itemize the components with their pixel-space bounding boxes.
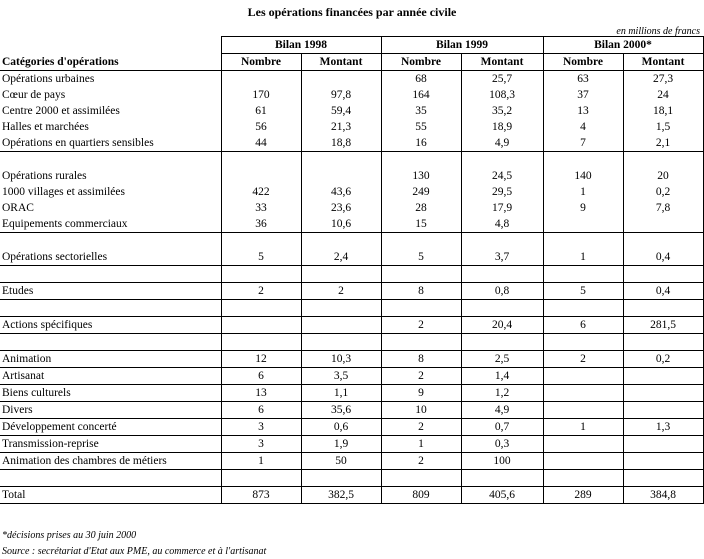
cell-nombre: 35: [381, 103, 461, 119]
cell-montant: [623, 453, 703, 470]
cell-nombre: [543, 334, 623, 351]
cell-nombre: 8: [381, 351, 461, 368]
row-label: Développement concerté: [0, 419, 221, 436]
cell-nombre: 873: [221, 487, 301, 504]
cell-nombre: 4: [543, 119, 623, 135]
table-row: [0, 152, 703, 169]
cell-montant: [301, 300, 381, 317]
row-label: Artisanat: [0, 368, 221, 385]
table-row: [0, 168, 703, 184]
header-row-periods: [0, 37, 703, 54]
cell-montant: 4,8: [461, 216, 543, 233]
cell-nombre: 2: [381, 453, 461, 470]
cell-montant: 0,7: [461, 419, 543, 436]
cell-montant: [461, 300, 543, 317]
cell-nombre: 170: [221, 87, 301, 103]
table-row: [0, 283, 703, 300]
row-label: Etudes: [0, 283, 221, 300]
cell-nombre: 249: [381, 184, 461, 200]
cell-montant: [623, 300, 703, 317]
unit-note: en millions de francs: [616, 26, 700, 37]
cell-nombre: [543, 470, 623, 487]
cell-nombre: 10: [381, 402, 461, 419]
cell-nombre: 3: [221, 419, 301, 436]
cell-nombre: [543, 385, 623, 402]
cell-montant: [301, 317, 381, 334]
row-label: Centre 2000 et assimilées: [2, 105, 120, 117]
cell-nombre: [543, 300, 623, 317]
cell-montant: 108,3: [461, 87, 543, 103]
row-label: Animation: [0, 351, 221, 368]
table-row: [0, 368, 703, 385]
cell-montant: 0,4: [623, 249, 703, 266]
cell-nombre: 36: [221, 216, 301, 233]
cell-montant: 2,5: [461, 351, 543, 368]
cell-montant: 17,9: [461, 200, 543, 216]
cell-montant: [623, 334, 703, 351]
cell-nombre: [543, 436, 623, 453]
table-row: [0, 266, 703, 283]
period-header: Bilan 1998: [221, 37, 381, 54]
operations-table: [0, 36, 704, 504]
row-label: [0, 152, 221, 169]
cell-montant: [461, 233, 543, 250]
cell-montant: [623, 402, 703, 419]
cell-nombre: 6: [543, 317, 623, 334]
cell-nombre: [543, 402, 623, 419]
cell-nombre: [543, 368, 623, 385]
table-row: [0, 334, 703, 351]
cell-nombre: 28: [381, 200, 461, 216]
row-label: [0, 233, 221, 250]
table-row: [0, 71, 703, 88]
cell-nombre: [543, 453, 623, 470]
cell-nombre: [221, 470, 301, 487]
cell-nombre: 5: [543, 283, 623, 300]
row-label: Halles et marchées: [2, 121, 89, 133]
cell-montant: 3,5: [301, 368, 381, 385]
table-row: [0, 135, 703, 152]
cell-nombre: 1: [543, 184, 623, 200]
table-row: [0, 249, 703, 266]
row-label: ORAC: [2, 202, 34, 214]
footnote-decisions: *décisions prises au 30 juin 2000: [2, 530, 137, 541]
column-header: Nombre: [543, 54, 623, 71]
row-label: Equipements commerciaux: [0, 216, 221, 233]
cell-montant: 384,8: [623, 487, 703, 504]
row-label: Animation des chambres de métiers: [0, 453, 221, 470]
table-body: [0, 71, 703, 504]
cell-montant: 7,8: [623, 200, 703, 216]
column-header: Montant: [461, 54, 543, 71]
cell-nombre: 12: [221, 351, 301, 368]
cell-nombre: [221, 168, 301, 184]
column-header: Nombre: [221, 54, 301, 71]
cell-nombre: 3: [221, 436, 301, 453]
cell-nombre: 1: [543, 419, 623, 436]
table-row: [0, 216, 703, 233]
row-label: [0, 300, 221, 317]
cell-montant: [623, 152, 703, 169]
category-header: Catégories d'opérations: [0, 54, 221, 71]
cell-nombre: [543, 152, 623, 169]
cell-montant: [461, 266, 543, 283]
cell-nombre: 2: [221, 283, 301, 300]
row-label: 1000 villages et assimilées: [2, 186, 125, 198]
cell-montant: 382,5: [301, 487, 381, 504]
cell-nombre: 1: [381, 436, 461, 453]
row-label: [0, 266, 221, 283]
cell-montant: 35,2: [461, 103, 543, 119]
cell-montant: 2: [301, 283, 381, 300]
cell-montant: 10,3: [301, 351, 381, 368]
cell-montant: 2,1: [623, 135, 703, 152]
cell-nombre: 1: [543, 249, 623, 266]
cell-nombre: 61: [221, 103, 301, 119]
cell-nombre: 289: [543, 487, 623, 504]
column-header: Nombre: [381, 54, 461, 71]
cell-nombre: [381, 152, 461, 169]
cell-nombre: 16: [381, 135, 461, 152]
cell-nombre: 55: [381, 119, 461, 135]
row-label: Actions spécifiques: [0, 317, 221, 334]
cell-montant: 21,3: [301, 119, 381, 135]
column-header: Montant: [623, 54, 703, 71]
cell-montant: [623, 470, 703, 487]
cell-nombre: 2: [381, 317, 461, 334]
cell-montant: 50: [301, 453, 381, 470]
cell-montant: 18,9: [461, 119, 543, 135]
cell-montant: 0,6: [301, 419, 381, 436]
cell-nombre: [221, 300, 301, 317]
cell-nombre: 44: [221, 135, 301, 152]
cell-montant: 29,5: [461, 184, 543, 200]
cell-nombre: [381, 334, 461, 351]
header-row-columns: [0, 54, 703, 71]
cell-montant: 405,6: [461, 487, 543, 504]
cell-montant: [623, 233, 703, 250]
cell-nombre: 8: [381, 283, 461, 300]
cell-nombre: 140: [543, 168, 623, 184]
cell-nombre: 7: [543, 135, 623, 152]
cell-nombre: 2: [543, 351, 623, 368]
cell-montant: [301, 233, 381, 250]
table-row: [0, 87, 703, 103]
cell-nombre: [221, 317, 301, 334]
cell-montant: 0,4: [623, 283, 703, 300]
cell-montant: [623, 385, 703, 402]
cell-montant: 2,4: [301, 249, 381, 266]
table-row: [0, 436, 703, 453]
cell-nombre: [381, 300, 461, 317]
cell-montant: [623, 436, 703, 453]
cell-montant: 97,8: [301, 87, 381, 103]
row-label: Opérations en quartiers sensibles: [0, 135, 221, 152]
cell-nombre: 63: [543, 71, 623, 88]
table-row: [0, 487, 703, 504]
cell-montant: [301, 168, 381, 184]
cell-nombre: 1: [221, 453, 301, 470]
cell-nombre: 5: [221, 249, 301, 266]
table-row: [0, 453, 703, 470]
cell-montant: [301, 334, 381, 351]
row-label: Opérations sectorielles: [0, 249, 221, 266]
cell-nombre: 2: [381, 419, 461, 436]
page-title: Les opérations financées par année civile: [247, 5, 457, 19]
cell-montant: [461, 152, 543, 169]
table-row: [0, 300, 703, 317]
row-label: Total: [0, 487, 221, 504]
cell-nombre: 9: [543, 200, 623, 216]
cell-montant: [301, 266, 381, 283]
cell-montant: 24: [623, 87, 703, 103]
cell-nombre: [381, 266, 461, 283]
cell-montant: 59,4: [301, 103, 381, 119]
cell-nombre: 9: [381, 385, 461, 402]
row-label: Transmission-reprise: [0, 436, 221, 453]
cell-montant: 43,6: [301, 184, 381, 200]
cell-montant: [623, 368, 703, 385]
cell-montant: [301, 152, 381, 169]
cell-montant: [623, 216, 703, 233]
footnote-source: Source : secrétariat d'Etat aux PME, au commerce et à l'artisanat: [2, 546, 267, 557]
cell-montant: [623, 266, 703, 283]
cell-nombre: [381, 470, 461, 487]
cell-montant: [461, 334, 543, 351]
cell-montant: 1,5: [623, 119, 703, 135]
cell-nombre: 809: [381, 487, 461, 504]
cell-montant: 35,6: [301, 402, 381, 419]
cell-montant: 4,9: [461, 402, 543, 419]
table-row: [0, 200, 703, 216]
cell-montant: 281,5: [623, 317, 703, 334]
cell-montant: 3,7: [461, 249, 543, 266]
cell-nombre: 33: [221, 200, 301, 216]
table-row: [0, 470, 703, 487]
cell-nombre: [221, 152, 301, 169]
table-row: [0, 317, 703, 334]
cell-nombre: 68: [381, 71, 461, 88]
cell-nombre: 13: [543, 103, 623, 119]
cell-montant: 27,3: [623, 71, 703, 88]
row-label: [0, 470, 221, 487]
row-label: Opérations urbaines: [2, 73, 95, 85]
cell-nombre: [221, 266, 301, 283]
cell-montant: [301, 71, 381, 88]
cell-montant: 24,5: [461, 168, 543, 184]
cell-nombre: 164: [381, 87, 461, 103]
cell-montant: 1,3: [623, 419, 703, 436]
cell-montant: 18,8: [301, 135, 381, 152]
row-label: Opérations rurales: [2, 170, 87, 182]
table-row: [0, 402, 703, 419]
table-row: [0, 119, 703, 135]
cell-nombre: [543, 266, 623, 283]
period-header: Bilan 1999: [381, 37, 543, 54]
cell-nombre: 6: [221, 368, 301, 385]
cell-montant: 18,1: [623, 103, 703, 119]
table-row: [0, 385, 703, 402]
cell-montant: 0,8: [461, 283, 543, 300]
column-header: Montant: [301, 54, 381, 71]
table-row: [0, 351, 703, 368]
table-row: [0, 103, 703, 119]
table-row: [0, 233, 703, 250]
cell-montant: [461, 470, 543, 487]
cell-nombre: [221, 233, 301, 250]
row-label: Cœur de pays: [2, 89, 66, 101]
table-row: [0, 184, 703, 200]
row-label: Biens culturels: [0, 385, 221, 402]
cell-montant: 10,6: [301, 216, 381, 233]
cell-montant: 1,4: [461, 368, 543, 385]
cell-montant: 23,6: [301, 200, 381, 216]
cell-nombre: 422: [221, 184, 301, 200]
cell-montant: 1,9: [301, 436, 381, 453]
row-label: Divers: [0, 402, 221, 419]
cell-nombre: 6: [221, 402, 301, 419]
row-label: [0, 334, 221, 351]
cell-nombre: [543, 233, 623, 250]
cell-nombre: 130: [381, 168, 461, 184]
cell-nombre: 37: [543, 87, 623, 103]
cell-montant: 100: [461, 453, 543, 470]
cell-nombre: 5: [381, 249, 461, 266]
cell-nombre: [381, 233, 461, 250]
cell-montant: [301, 470, 381, 487]
cell-nombre: 13: [221, 385, 301, 402]
cell-nombre: [543, 216, 623, 233]
cell-nombre: [221, 71, 301, 88]
cell-montant: 0,2: [623, 351, 703, 368]
cell-nombre: 2: [381, 368, 461, 385]
cell-nombre: 15: [381, 216, 461, 233]
period-header: Bilan 2000*: [543, 37, 703, 54]
cell-montant: 0,3: [461, 436, 543, 453]
cell-montant: 1,2: [461, 385, 543, 402]
cell-montant: 20,4: [461, 317, 543, 334]
cell-nombre: [221, 334, 301, 351]
table-row: [0, 419, 703, 436]
cell-montant: 20: [623, 168, 703, 184]
cell-montant: 1,1: [301, 385, 381, 402]
cell-montant: 4,9: [461, 135, 543, 152]
cell-montant: 0,2: [623, 184, 703, 200]
cell-nombre: 56: [221, 119, 301, 135]
cell-montant: 25,7: [461, 71, 543, 88]
